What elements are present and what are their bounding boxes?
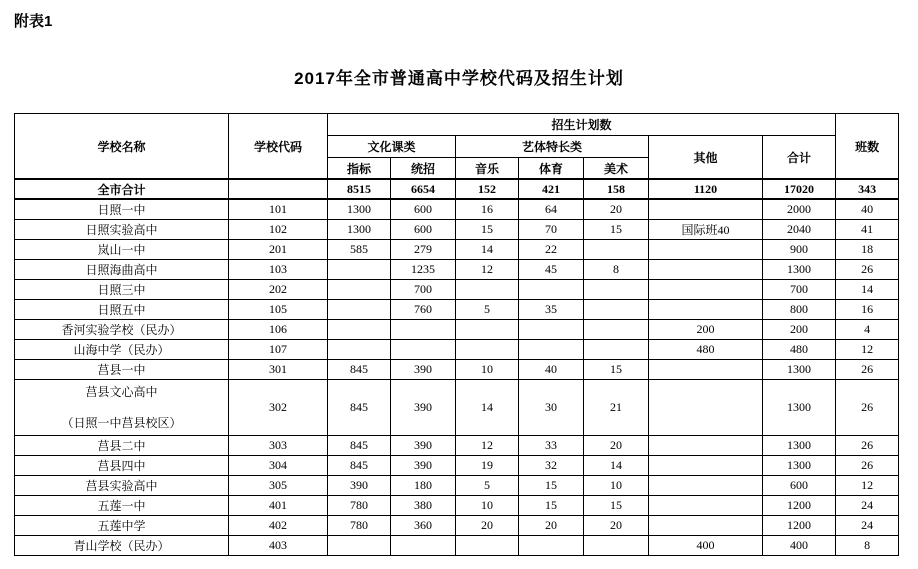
classes-cell: 41 — [836, 219, 899, 239]
quota-cell: 390 — [328, 475, 391, 495]
table-row — [15, 239, 899, 259]
total-cell: 1200 — [763, 515, 836, 535]
school-code-cell: 401 — [229, 495, 328, 515]
total-cell: 1300 — [763, 435, 836, 455]
sports-cell: 20 — [519, 515, 584, 535]
classes-cell: 26 — [836, 435, 899, 455]
school-code-cell — [229, 179, 328, 199]
total-cell: 1300 — [763, 259, 836, 279]
other-cell: 400 — [649, 535, 763, 555]
sports-cell: 30 — [519, 379, 584, 435]
music-cell: 19 — [456, 455, 519, 475]
quota-cell — [328, 319, 391, 339]
school-code-cell: 305 — [229, 475, 328, 495]
table-row — [15, 535, 899, 555]
unified-cell: 380 — [391, 495, 456, 515]
art-cell — [584, 239, 649, 259]
school-code-cell: 102 — [229, 219, 328, 239]
classes-cell: 40 — [836, 199, 899, 219]
school-name-cell: 日照实验高中 — [15, 219, 229, 239]
school-name-cell: 日照海曲高中 — [15, 259, 229, 279]
school-name-cell: 日照一中 — [15, 199, 229, 219]
school-name-cell: 莒县实验高中 — [15, 475, 229, 495]
sports-cell: 40 — [519, 359, 584, 379]
table-row — [15, 359, 899, 379]
school-code-cell: 201 — [229, 239, 328, 259]
header-culture-group: 文化课类 — [328, 136, 456, 158]
quota-cell — [328, 279, 391, 299]
other-cell — [649, 495, 763, 515]
page-title: 2017年全市普通高中学校代码及招生计划 — [294, 69, 624, 88]
school-code-cell: 103 — [229, 259, 328, 279]
total-cell: 1200 — [763, 495, 836, 515]
music-cell — [456, 535, 519, 555]
quota-cell — [328, 535, 391, 555]
music-cell: 12 — [456, 435, 519, 455]
sports-cell: 64 — [519, 199, 584, 219]
header-arts-group: 艺体特长类 — [456, 136, 649, 158]
music-cell: 152 — [456, 179, 519, 199]
sports-cell: 45 — [519, 259, 584, 279]
art-cell: 20 — [584, 199, 649, 219]
art-cell: 15 — [584, 495, 649, 515]
total-cell: 1300 — [763, 455, 836, 475]
table-row — [15, 199, 899, 219]
table-row — [15, 319, 899, 339]
table-row — [15, 219, 899, 239]
sports-cell — [519, 339, 584, 359]
total-cell: 2000 — [763, 199, 836, 219]
table-row — [15, 299, 899, 319]
other-cell — [649, 455, 763, 475]
art-cell — [584, 339, 649, 359]
classes-cell: 12 — [836, 475, 899, 495]
art-cell: 14 — [584, 455, 649, 475]
unified-cell — [391, 319, 456, 339]
total-cell: 17020 — [763, 179, 836, 199]
classes-cell: 18 — [836, 239, 899, 259]
header-sports: 体育 — [519, 158, 584, 180]
classes-cell: 26 — [836, 455, 899, 475]
other-cell — [649, 359, 763, 379]
quota-cell: 845 — [328, 455, 391, 475]
school-name-cell: 岚山一中 — [15, 239, 229, 259]
quota-cell — [328, 259, 391, 279]
music-cell: 20 — [456, 515, 519, 535]
classes-cell: 14 — [836, 279, 899, 299]
music-cell — [456, 319, 519, 339]
unified-cell: 1235 — [391, 259, 456, 279]
school-code-cell: 105 — [229, 299, 328, 319]
table-row — [15, 339, 899, 359]
quota-cell — [328, 339, 391, 359]
art-cell — [584, 299, 649, 319]
school-code-cell: 101 — [229, 199, 328, 219]
unified-cell: 390 — [391, 435, 456, 455]
header-total: 合计 — [763, 136, 836, 180]
header-school-code: 学校代码 — [229, 114, 328, 180]
unified-cell: 6654 — [391, 179, 456, 199]
other-cell — [649, 259, 763, 279]
total-cell: 800 — [763, 299, 836, 319]
sports-cell: 33 — [519, 435, 584, 455]
header-school-name: 学校名称 — [15, 114, 229, 180]
music-cell: 10 — [456, 495, 519, 515]
school-name-cell: 香河实验学校（民办） — [15, 319, 229, 339]
sports-cell: 35 — [519, 299, 584, 319]
header-unified: 统招 — [391, 158, 456, 180]
unified-cell: 390 — [391, 359, 456, 379]
other-cell — [649, 475, 763, 495]
music-cell: 14 — [456, 239, 519, 259]
header-plan-group: 招生计划数 — [328, 114, 836, 136]
school-name-cell: 莒县四中 — [15, 455, 229, 475]
other-cell — [649, 279, 763, 299]
total-cell: 1300 — [763, 379, 836, 435]
classes-cell: 26 — [836, 259, 899, 279]
art-cell: 10 — [584, 475, 649, 495]
total-row — [15, 179, 899, 199]
other-cell — [649, 435, 763, 455]
sports-cell: 15 — [519, 495, 584, 515]
art-cell: 21 — [584, 379, 649, 435]
music-cell: 12 — [456, 259, 519, 279]
classes-cell: 24 — [836, 495, 899, 515]
unified-cell — [391, 339, 456, 359]
school-name-cell: 莒县二中 — [15, 435, 229, 455]
art-cell: 20 — [584, 515, 649, 535]
sports-cell — [519, 279, 584, 299]
table-header — [15, 114, 899, 180]
sports-cell: 15 — [519, 475, 584, 495]
table-row — [15, 515, 899, 535]
school-name-cell: 五莲一中 — [15, 495, 229, 515]
quota-cell: 780 — [328, 515, 391, 535]
annex-label: 附表1 — [14, 13, 53, 30]
school-code-cell: 301 — [229, 359, 328, 379]
unified-cell: 279 — [391, 239, 456, 259]
art-cell: 20 — [584, 435, 649, 455]
table-body — [15, 179, 899, 555]
total-cell: 2040 — [763, 219, 836, 239]
quota-cell: 1300 — [328, 219, 391, 239]
total-cell: 200 — [763, 319, 836, 339]
header-quota: 指标 — [328, 158, 391, 180]
art-cell — [584, 279, 649, 299]
art-cell: 8 — [584, 259, 649, 279]
classes-cell: 26 — [836, 379, 899, 435]
sports-cell: 22 — [519, 239, 584, 259]
total-cell: 400 — [763, 535, 836, 555]
other-cell: 1120 — [649, 179, 763, 199]
table-row — [15, 495, 899, 515]
school-code-cell: 107 — [229, 339, 328, 359]
sports-cell: 421 — [519, 179, 584, 199]
school-name-cell: 莒县文心高中 （日照一中莒县校区） — [15, 379, 229, 435]
unified-cell: 760 — [391, 299, 456, 319]
other-cell — [649, 299, 763, 319]
quota-cell: 8515 — [328, 179, 391, 199]
art-cell — [584, 535, 649, 555]
school-name-cell: 莒县一中 — [15, 359, 229, 379]
table-row — [15, 279, 899, 299]
header-music: 音乐 — [456, 158, 519, 180]
classes-cell: 16 — [836, 299, 899, 319]
classes-cell: 26 — [836, 359, 899, 379]
unified-cell: 180 — [391, 475, 456, 495]
music-cell: 10 — [456, 359, 519, 379]
school-name-cell: 山海中学（民办） — [15, 339, 229, 359]
unified-cell: 700 — [391, 279, 456, 299]
total-cell: 900 — [763, 239, 836, 259]
music-cell: 5 — [456, 299, 519, 319]
other-cell — [649, 515, 763, 535]
other-cell — [649, 199, 763, 219]
total-cell: 600 — [763, 475, 836, 495]
music-cell: 15 — [456, 219, 519, 239]
unified-cell — [391, 535, 456, 555]
quota-cell: 845 — [328, 435, 391, 455]
header-art: 美术 — [584, 158, 649, 180]
sports-cell: 70 — [519, 219, 584, 239]
music-cell: 16 — [456, 199, 519, 219]
school-name-cell: 全市合计 — [15, 179, 229, 199]
school-code-cell: 106 — [229, 319, 328, 339]
music-cell: 14 — [456, 379, 519, 435]
unified-cell: 390 — [391, 379, 456, 435]
quota-cell — [328, 299, 391, 319]
quota-cell: 585 — [328, 239, 391, 259]
art-cell: 158 — [584, 179, 649, 199]
sports-cell: 32 — [519, 455, 584, 475]
enrollment-plan-table — [14, 113, 899, 556]
sports-cell — [519, 319, 584, 339]
total-cell: 700 — [763, 279, 836, 299]
classes-cell: 343 — [836, 179, 899, 199]
art-cell — [584, 319, 649, 339]
header-other: 其他 — [649, 136, 763, 180]
classes-cell: 24 — [836, 515, 899, 535]
other-cell — [649, 379, 763, 435]
art-cell: 15 — [584, 359, 649, 379]
total-cell: 1300 — [763, 359, 836, 379]
table-row — [15, 379, 899, 435]
quota-cell: 845 — [328, 359, 391, 379]
table-row — [15, 259, 899, 279]
school-name-cell: 五莲中学 — [15, 515, 229, 535]
music-cell — [456, 279, 519, 299]
school-name-cell: 青山学校（民办） — [15, 535, 229, 555]
total-cell: 480 — [763, 339, 836, 359]
other-cell: 480 — [649, 339, 763, 359]
music-cell: 5 — [456, 475, 519, 495]
header-classes: 班数 — [836, 114, 899, 180]
table-row — [15, 435, 899, 455]
other-cell — [649, 239, 763, 259]
quota-cell: 1300 — [328, 199, 391, 219]
school-code-cell: 304 — [229, 455, 328, 475]
school-code-cell: 403 — [229, 535, 328, 555]
school-code-cell: 402 — [229, 515, 328, 535]
school-name-cell: 日照三中 — [15, 279, 229, 299]
school-code-cell: 302 — [229, 379, 328, 435]
unified-cell: 600 — [391, 199, 456, 219]
school-code-cell: 202 — [229, 279, 328, 299]
school-name-cell: 日照五中 — [15, 299, 229, 319]
art-cell: 15 — [584, 219, 649, 239]
sports-cell — [519, 535, 584, 555]
quota-cell: 780 — [328, 495, 391, 515]
table-row — [15, 455, 899, 475]
other-cell: 200 — [649, 319, 763, 339]
school-code-cell: 303 — [229, 435, 328, 455]
unified-cell: 390 — [391, 455, 456, 475]
classes-cell: 12 — [836, 339, 899, 359]
other-cell: 国际班40 — [649, 219, 763, 239]
table-row — [15, 475, 899, 495]
music-cell — [456, 339, 519, 359]
quota-cell: 845 — [328, 379, 391, 435]
unified-cell: 360 — [391, 515, 456, 535]
classes-cell: 8 — [836, 535, 899, 555]
unified-cell: 600 — [391, 219, 456, 239]
header-row-1 — [15, 114, 899, 136]
classes-cell: 4 — [836, 319, 899, 339]
